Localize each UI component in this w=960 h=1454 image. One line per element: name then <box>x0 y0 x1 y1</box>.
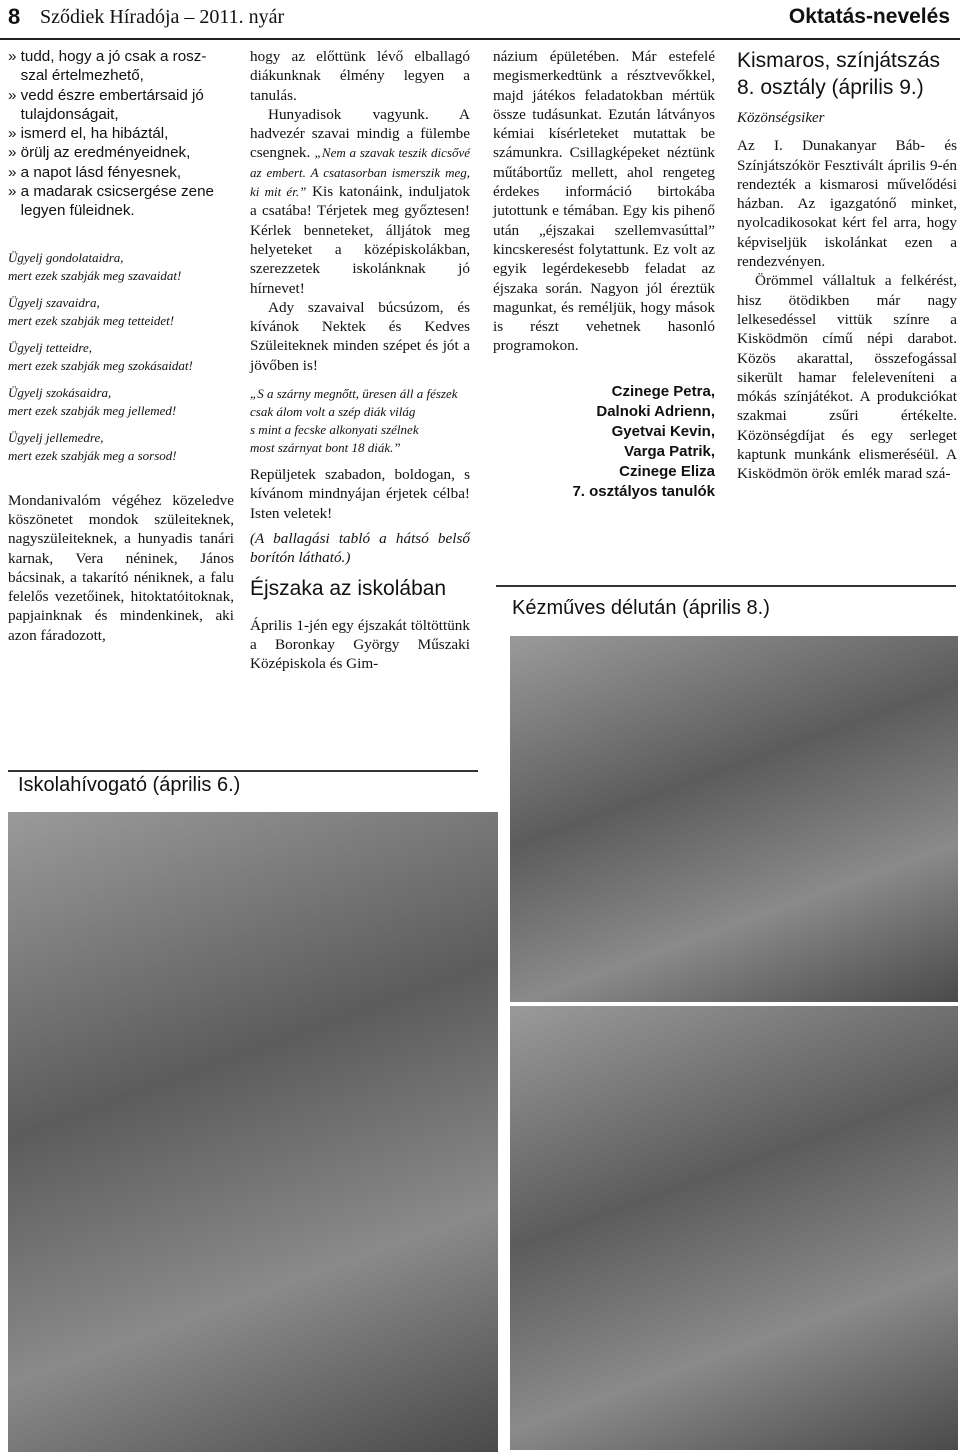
article-heading: Kismaros, színjátszás <box>737 49 941 72</box>
paragraph: Április 1-jén egy éjszakát töltöttünk a Boronkay György Műszaki Középiskola és Gim- <box>250 616 470 673</box>
text-span: Hunyadisok vagyunk. A hadvezér szavai mindig a fülembe csengnek. <box>250 105 470 162</box>
newspaper-title: Sződiek Híradója – 2011. nyár <box>40 6 285 28</box>
header-rule <box>0 38 960 40</box>
crafts-photo-top <box>510 636 958 1002</box>
list-item: szal értelmezhető, <box>8 67 144 85</box>
column-1 <box>8 47 234 645</box>
author: Varga Patrik, <box>624 442 715 460</box>
column-2 <box>250 47 470 673</box>
poem-line: Ügyelj szavaidra, <box>8 294 100 310</box>
paragraph: názium épületében. Már estefelé megismerkedtünk a résztvevőkkel, majd játékos feladatokban mértük össze tudásunkat. Ezután látványos kémiai kísérleteket mutattak be számunkra. Csillagképeket néztünk műtábortűz mellett, ahol rengeteg érdekes információ birtokába jutottunk e témában. Egy kis pihenő után „éjszakai szellemvasúttal” kincskeresést folytattunk. Ez volt az egyik legérdekesebb feladat az éjszaka során. Nagyon jól éreztük magunkat, és reméljük, hogy mások is részt vehetnek hasonló programokon. <box>493 48 715 355</box>
paragraph <box>250 105 470 298</box>
list-item: » a madarak csicsergése zene <box>8 183 214 201</box>
paragraph: Repüljetek szabadon, boldogan, s kívánom mindnyájan érjetek célba! Isten veletek! <box>250 466 470 522</box>
poem <box>8 249 234 465</box>
iskola-title: Iskolahívogató (április 6.) <box>18 774 241 796</box>
bullet-list <box>8 47 234 221</box>
article-subtitle: Közönségsiker <box>737 110 825 126</box>
author-class: 7. osztályos tanulók <box>572 482 715 500</box>
list-item: legyen füleidnek. <box>8 202 135 220</box>
poem-line: Ügyelj tetteidre, <box>8 339 92 355</box>
poem-line: mert ezek szabják meg szavaidat! <box>8 267 182 283</box>
list-item: » vedd észre embertársaid jó <box>8 86 204 104</box>
article-heading-line-2: 8. osztály (április 9.) <box>737 76 924 99</box>
text-span: Kis katonáink, induljatok a csatába! Térjetek meg győztesen! Kérlek benneteket, álljátok meg helyeteket a középiskolákban, szerezzetek iskolánknak jó hírnevet! <box>250 183 470 297</box>
signature <box>493 382 715 502</box>
list-item: » a napot lásd fényesnek, <box>8 163 182 181</box>
kezmuves-title: Kézműves délután (április 8.) <box>512 597 770 619</box>
note: (A ballagási tabló a hátsó belső borítón látható.) <box>250 529 470 567</box>
list-item: » ismerd el, ha hibáztál, <box>8 125 169 143</box>
page-number: 8 <box>8 4 21 29</box>
column-4 <box>737 47 957 484</box>
quote-span: „Nem a szavak teszik dicsővé az embert. A csatasorban ismerszik meg, ki mit ér.” <box>250 145 470 200</box>
paragraph: Az I. Dunakanyar Báb- és Színjátszókör Fesztivált április 9-én rendezték a kismarosi művelődési házban. Az igazgatónő minket, nyolcadikosokat kért fel arra, hogy képviseljük iskolánkat ezen a rendezvényen. <box>737 137 957 271</box>
poem-line: Ügyelj gondolataidra, <box>8 249 124 265</box>
list-item: » örülj az eredményeidnek, <box>8 144 191 162</box>
quote-line: „S a szárny megnőtt, üresen áll a fészek <box>250 386 458 402</box>
list-item: tulajdonságait, <box>8 105 119 123</box>
quote-line: most szárnyat bont 18 diák.” <box>250 440 401 456</box>
author: Czinege Eliza <box>619 462 715 480</box>
page-header <box>0 0 960 40</box>
poem-line: Ügyelj szokásaidra, <box>8 384 112 400</box>
ady-quote <box>250 385 470 457</box>
poem-line: mert ezek szabják meg szokásaidat! <box>8 357 193 373</box>
paragraph: hogy az előttünk lévő elballagó diákunknak élmény legyen a tanulás. <box>250 48 470 104</box>
paragraph: Ady szavaival búcsúzom, és kívánok Nektek és Kedves Szüleiteknek minden szépet és jót a jövőben is! <box>250 298 470 374</box>
school-gym-photo <box>8 812 498 1452</box>
list-item: » tudd, hogy a jó csak a rosz- <box>8 48 207 65</box>
poem-line: Ügyelj jellemedre, <box>8 429 104 445</box>
quote-line: s mint a fecske alkonyati szélnek <box>250 422 419 438</box>
poem-line: mert ezek szabják meg tetteidet! <box>8 312 175 328</box>
author: Czinege Petra, <box>611 382 715 400</box>
article-heading: Éjszaka az iskolában <box>250 576 447 600</box>
quote-line: csak álom volt a szép diák világ <box>250 404 416 420</box>
column-3 <box>493 47 715 502</box>
poem-line: mert ezek szabják meg jellemed! <box>8 402 177 418</box>
crafts-photo-bottom <box>510 1006 958 1450</box>
closing-paragraph: Mondanivalóm végéhez közeledve köszönetet mondok szüleiteknek, nagyszüleiteknek, a hunyadis tanári karnak, Vera néninek, János bácsinak, a takarító néniknek, a falu felelős vezetőinek, hitoktatóitoknak, papjainknak és mindenkinek, aki azon fáradozott, <box>8 491 234 644</box>
paragraph: Örömmel vállaltuk a felkérést, hisz ötödikben már nagy lelkesedéssel vittük színre a Kisködmön című népi darabot. Közös akarattal, összefogással sikerült hamar feleleveníteni a mókás színjátékot. A produkciókat szakmai zsűri értékelte. Közönségdíjat és egy serleget kaptunk munkánk elismeréséül. A Kisködmön örök emlék marad szá- <box>737 272 957 483</box>
section-title: Oktatás-nevelés <box>788 5 950 28</box>
poem-line: mert ezek szabják meg a sorsod! <box>8 447 177 463</box>
author: Gyetvai Kevin, <box>611 422 715 440</box>
author: Dalnoki Adrienn, <box>596 402 715 420</box>
